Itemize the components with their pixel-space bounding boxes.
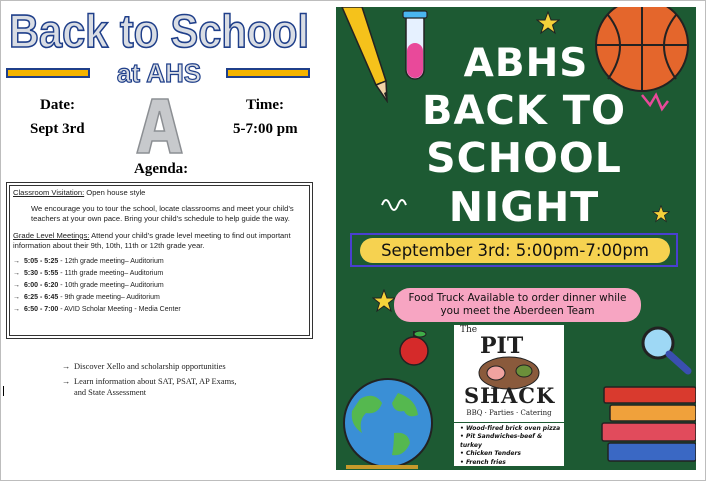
schedule-item [13,256,306,268]
schedule-desc: - AVID Scholar Meeting - Media Center [58,305,181,313]
pit-shack-logo [454,325,564,422]
date-banner-frame [350,233,678,267]
schedule-desc: - 11th grade meeting– Auditorium [58,269,164,277]
classroom-visitation [13,188,306,199]
schedule-list [13,256,306,316]
time-label: Time: [246,97,285,113]
classroom-style: Open house style [84,188,146,197]
subtitle-svg [96,60,222,86]
schedule-item [13,304,306,316]
schedule-time: 6:00 - 6:20 [24,281,59,289]
truck-line-1: Food Truck Available to order dinner while [408,292,627,304]
menu-item: • Chicken Tenders [460,450,564,458]
menu-item: • Pit Sandwiches-beef & turkey [460,433,564,450]
subtitle-row [6,60,312,84]
food-truck-banner [394,288,641,322]
pit-shack-menu [454,423,564,466]
books-icon [600,379,696,470]
date-value: Sept 3rd [30,121,85,137]
schedule-desc: - 10th grade meeting– Auditorium [58,281,164,289]
poster-line-back-to: BACK TO [421,88,626,134]
extra-item-text-cont: and State Assessment [74,388,147,397]
extra-item-tests [62,376,236,398]
subtitle-text: at AHS [116,60,202,86]
back-to-school-night-poster [336,7,696,470]
classroom-heading: Classroom Visitation: [13,188,85,197]
extra-items [62,361,236,402]
menu-item: • French fries [460,459,564,467]
apple-icon [396,329,432,367]
date-label: Date: [40,97,75,113]
extra-item-text: Learn information about SAT, PSAT, AP Exams, [74,377,237,386]
logo-tagline: BBQ · Parties · Catering [466,409,552,417]
text-cursor [3,386,4,396]
schedule-item [13,280,306,292]
star-icon [536,11,560,35]
schedule-time: 5:05 - 5:25 [24,257,59,265]
star-icon [372,289,396,313]
menu-item: • Wood-fired brick oven pizza [460,425,564,433]
extra-item-xello [62,361,236,372]
classroom-text: We encourage you to tour the school, locate classrooms and meet your child’s teachers at your own pace. Bring your child’s schedule to help guide the way. [31,203,294,224]
grade-level-meetings [13,231,306,252]
extra-item-text: Discover Xello and scholarship opportunities [74,362,226,371]
agenda-box [6,182,313,339]
arrow-icon: → [62,362,71,371]
schedule-desc: - 12th grade meeting– Auditorium [58,257,164,265]
schedule-time: 6:50 - 7:00 [24,305,59,313]
arrow-icon: → [13,281,20,289]
back-to-school-title [6,6,312,56]
arrow-icon: → [13,269,20,277]
schedule-time: 5:30 - 5:55 [24,269,59,277]
globe-icon [338,373,438,470]
gold-bar-right [226,68,310,78]
grade-heading: Grade Level Meetings: [13,230,90,240]
agenda-heading: Agenda: [134,161,189,177]
magnifier-icon [638,323,692,375]
truck-line-2: you meet the Aberdeen Team [440,304,595,317]
arrow-icon: → [13,257,20,265]
date-banner: September 3rd: 5:00pm-7:00pm [360,238,670,263]
arrow-icon: → [13,293,20,301]
gold-bar-left [6,68,90,78]
schedule-desc: - 9th grade meeting– Auditorium [58,293,160,301]
schedule-item [13,292,306,304]
arrow-icon: → [62,377,71,386]
logo-pit: PIT [480,333,524,359]
arrow-icon: → [13,305,20,313]
title-text: Back to School [9,6,309,56]
aberdeen-a-logo [134,97,184,155]
flyer-left-panel [0,0,330,481]
logo-the: The [460,325,478,335]
schedule-item [13,268,306,280]
poster-line-abhs: ABHS [463,41,589,86]
grade-text: Attend your child’s grade level meeting to find out important information about their 9th, 10th, 11th or 12th grade year. [13,230,291,251]
poster-line-night: NIGHT [448,183,600,231]
logo-shack: SHACK [464,383,556,408]
poster-line-school: SCHOOL [426,134,622,182]
schedule-time: 6:25 - 6:45 [24,293,59,301]
time-value: 5-7:00 pm [233,121,298,137]
